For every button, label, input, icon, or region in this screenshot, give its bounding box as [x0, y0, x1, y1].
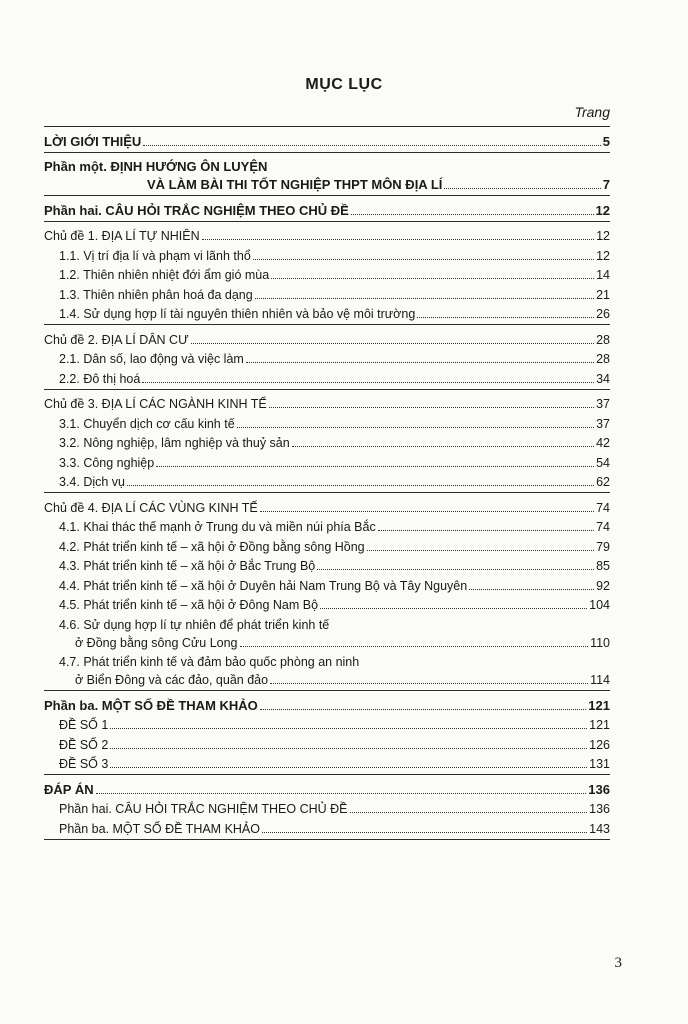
toc-entry-title: 3.1. Chuyển dịch cơ cấu kinh tế: [59, 416, 235, 431]
toc-entry-page: 28: [596, 332, 610, 347]
dot-leader: [317, 569, 594, 570]
toc-entry-title: VÀ LÀM BÀI THI TỐT NGHIỆP THPT MÔN ĐỊA LÍ: [147, 177, 443, 192]
toc-entry-title: Phần hai. CÂU HỎI TRẮC NGHIỆM THEO CHỦ ĐỀ: [59, 802, 348, 816]
dot-leader: [237, 427, 594, 428]
toc-entry-page: 110: [590, 635, 610, 650]
toc-entry-page: 5: [602, 133, 610, 149]
toc-entry-page: 79: [596, 539, 610, 554]
dot-leader: [260, 709, 587, 710]
toc-entry-title: Phần hai. CÂU HỎI TRẮC NGHIỆM THEO CHỦ ĐỀ: [44, 202, 349, 218]
dot-leader: [156, 466, 594, 467]
toc-entry-page: 143: [589, 821, 610, 836]
dot-leader: [142, 382, 594, 383]
toc-entry-title: 1.2. Thiên nhiên nhiệt đới ẩm gió mùa: [59, 268, 270, 282]
dot-leader: [271, 278, 594, 279]
page-column-label: Trang: [574, 104, 610, 120]
dot-leader: [127, 485, 594, 486]
toc-entry[interactable]: [44, 650, 610, 670]
dot-leader: [253, 259, 594, 260]
toc-entry[interactable]: [44, 198, 610, 218]
toc-entry-title: Chủ đề 1. ĐỊA LÍ TỰ NHIÊN: [44, 229, 200, 243]
toc-entry-title: ĐÁP ÁN: [44, 781, 94, 797]
toc-entry[interactable]: [44, 392, 610, 412]
toc-entry-page: 121: [588, 697, 610, 713]
toc-entry-page: 37: [596, 416, 610, 431]
toc-entry[interactable]: [44, 554, 610, 574]
dot-leader: [320, 608, 587, 609]
page-number: 3: [614, 955, 622, 971]
toc-entry[interactable]: [44, 515, 610, 535]
dot-leader: [240, 646, 589, 647]
toc-section: [44, 222, 610, 326]
toc-entry[interactable]: [44, 816, 610, 836]
toc-entry-title: Phần ba. MỘT SỐ ĐỀ THAM KHẢO: [59, 821, 260, 836]
dot-leader: [350, 812, 588, 813]
dot-leader: [262, 832, 587, 833]
toc-section: [44, 126, 610, 153]
toc-entry-page: 21: [596, 287, 610, 302]
toc-entry[interactable]: [44, 470, 610, 490]
toc-entry-page: 62: [596, 475, 610, 489]
toc-entry-page: 104: [589, 598, 610, 612]
toc-entry[interactable]: [44, 777, 610, 797]
toc-entry[interactable]: [44, 282, 610, 302]
dot-leader: [255, 298, 594, 299]
toc-entry-page: 28: [596, 352, 610, 366]
toc-entry-title: 4.4. Phát triển kinh tế – xã hội ở Duyên hải Nam Trung Bộ và Tây Nguyên: [59, 578, 468, 593]
toc-entry-page: 74: [596, 500, 610, 515]
toc-entry[interactable]: [44, 327, 610, 347]
toc-entry[interactable]: [44, 450, 610, 470]
toc-entry-title: ĐỀ SỐ 3: [59, 757, 109, 771]
toc-entry-title: 3.4. Dịch vụ: [59, 475, 126, 489]
toc-entry-page: 12: [595, 202, 610, 218]
toc-entry-title: Phần ba. MỘT SỐ ĐỀ THAM KHẢO: [44, 697, 258, 713]
toc-entry-page: 136: [588, 781, 610, 797]
toc-entry-title: 1.4. Sử dụng hợp lí tài nguyên thiên nhiên và bảo vệ môi trường: [59, 307, 416, 321]
toc-entry-page: 34: [596, 371, 610, 386]
toc-entry-page: 12: [596, 248, 610, 263]
toc-entry[interactable]: [44, 593, 610, 613]
dot-leader: [96, 793, 587, 794]
toc-entry-title: 3.3. Công nghiệp: [59, 455, 155, 470]
toc-entry[interactable]: [44, 263, 610, 283]
toc-entry-title: 3.2. Nông nghiệp, lâm nghiệp và thuỷ sản: [59, 436, 290, 450]
toc-entry-title: 4.6. Sử dụng hợp lí tự nhiên để phát triển kinh tế: [59, 617, 330, 632]
toc-entry-title: ĐỀ SỐ 2: [59, 737, 109, 752]
toc-entry-page: 74: [596, 520, 610, 534]
toc-entry-title: 1.3. Thiên nhiên phân hoá đa dạng: [59, 287, 253, 302]
dot-leader: [292, 446, 594, 447]
toc-entry-title: 2.2. Đô thị hoá: [59, 371, 141, 386]
toc-entry[interactable]: [44, 732, 610, 752]
toc-entry[interactable]: [44, 174, 610, 192]
toc-entry[interactable]: [44, 495, 610, 515]
toc-entry-title: 4.3. Phát triển kinh tế – xã hội ở Bắc Trung Bộ: [59, 559, 316, 573]
toc-entry-title: ở Đồng bằng sông Cửu Long: [75, 635, 238, 650]
toc-section: [44, 196, 610, 222]
toc-entry-page: 7: [602, 177, 610, 192]
dot-leader: [378, 530, 594, 531]
toc-entry-page: 14: [596, 268, 610, 282]
dot-leader: [246, 362, 594, 363]
toc-entry[interactable]: [44, 713, 610, 733]
dot-leader: [202, 239, 594, 240]
toc-entry[interactable]: [44, 431, 610, 451]
dot-leader: [110, 748, 587, 749]
toc-entry-page: 131: [589, 757, 610, 771]
dot-leader: [269, 407, 594, 408]
toc-entry[interactable]: [44, 632, 610, 650]
toc-entry-page: 37: [596, 397, 610, 411]
dot-leader: [191, 343, 594, 344]
toc-entry[interactable]: [44, 347, 610, 367]
dot-leader: [351, 214, 594, 215]
toc-entry-page: 92: [596, 578, 610, 593]
dot-leader: [444, 188, 600, 189]
dot-leader: [417, 317, 594, 318]
page-title: MỤC LỤC: [305, 76, 383, 93]
toc-entry-title: ở Biển Đông và các đảo, quần đảo: [75, 673, 269, 687]
toc-entry-title: 4.7. Phát triển kinh tế và đảm bảo quốc phòng an ninh: [59, 655, 360, 669]
toc-entry[interactable]: [44, 752, 610, 772]
toc-entry[interactable]: [44, 302, 610, 322]
toc-entry-page: 126: [589, 737, 610, 752]
dot-leader: [110, 767, 587, 768]
toc-entry[interactable]: [44, 534, 610, 554]
toc-entry[interactable]: [44, 797, 610, 817]
toc-entry-title: Chủ đề 3. ĐỊA LÍ CÁC NGÀNH KINH TẾ: [44, 397, 267, 411]
toc-section: [44, 325, 610, 390]
toc-entry[interactable]: [44, 612, 610, 632]
toc-entry[interactable]: [44, 224, 610, 244]
dot-leader: [110, 728, 587, 729]
dot-leader: [367, 550, 594, 551]
toc-entry[interactable]: [44, 411, 610, 431]
toc-entry-title: Phần một. ĐỊNH HƯỚNG ÔN LUYỆN: [44, 159, 268, 174]
toc-entry-title: LỜI GIỚI THIỆU: [44, 133, 142, 149]
dot-leader: [469, 589, 594, 590]
toc-entry-page: 12: [596, 229, 610, 243]
toc-entry[interactable]: [44, 573, 610, 593]
toc-entry-title: 4.5. Phát triển kinh tế – xã hội ở Đông Nam Bộ: [59, 598, 319, 612]
dot-leader: [270, 683, 588, 684]
toc-entry[interactable]: [44, 366, 610, 386]
toc-section: [44, 153, 610, 197]
toc-entry-page: 54: [596, 455, 610, 470]
toc-entry-page: 121: [589, 718, 610, 732]
dot-leader: [260, 511, 594, 512]
toc-entry-page: 136: [589, 802, 610, 816]
table-of-contents: [44, 126, 610, 840]
toc-entry-page: 85: [596, 559, 610, 573]
toc-entry-page: 42: [596, 436, 610, 450]
toc-entry[interactable]: [44, 155, 610, 175]
toc-entry-title: 1.1. Vị trí địa lí và phạm vi lãnh thổ: [59, 248, 251, 263]
toc-section: [44, 493, 610, 691]
toc-section: [44, 390, 610, 494]
toc-entry[interactable]: [44, 669, 610, 687]
toc-entry-title: 4.2. Phát triển kinh tế – xã hội ở Đồng bằng sông Hồng: [59, 539, 365, 554]
toc-section: [44, 775, 610, 840]
toc-entry-title: ĐỀ SỐ 1: [59, 718, 109, 732]
toc-entry-title: 4.1. Khai thác thế mạnh ở Trung du và miền núi phía Bắc: [59, 520, 376, 534]
toc-entry-page: 114: [590, 673, 610, 687]
toc-entry[interactable]: [44, 693, 610, 713]
toc-entry[interactable]: [44, 129, 610, 149]
toc-entry-page: 26: [596, 307, 610, 321]
toc-entry[interactable]: [44, 243, 610, 263]
dot-leader: [143, 145, 600, 146]
toc-entry-title: 2.1. Dân số, lao động và việc làm: [59, 352, 244, 366]
toc-section: [44, 691, 610, 775]
toc-entry-title: Chủ đề 4. ĐỊA LÍ CÁC VÙNG KINH TẾ: [44, 500, 258, 515]
toc-entry-title: Chủ đề 2. ĐỊA LÍ DÂN CƯ: [44, 332, 189, 347]
